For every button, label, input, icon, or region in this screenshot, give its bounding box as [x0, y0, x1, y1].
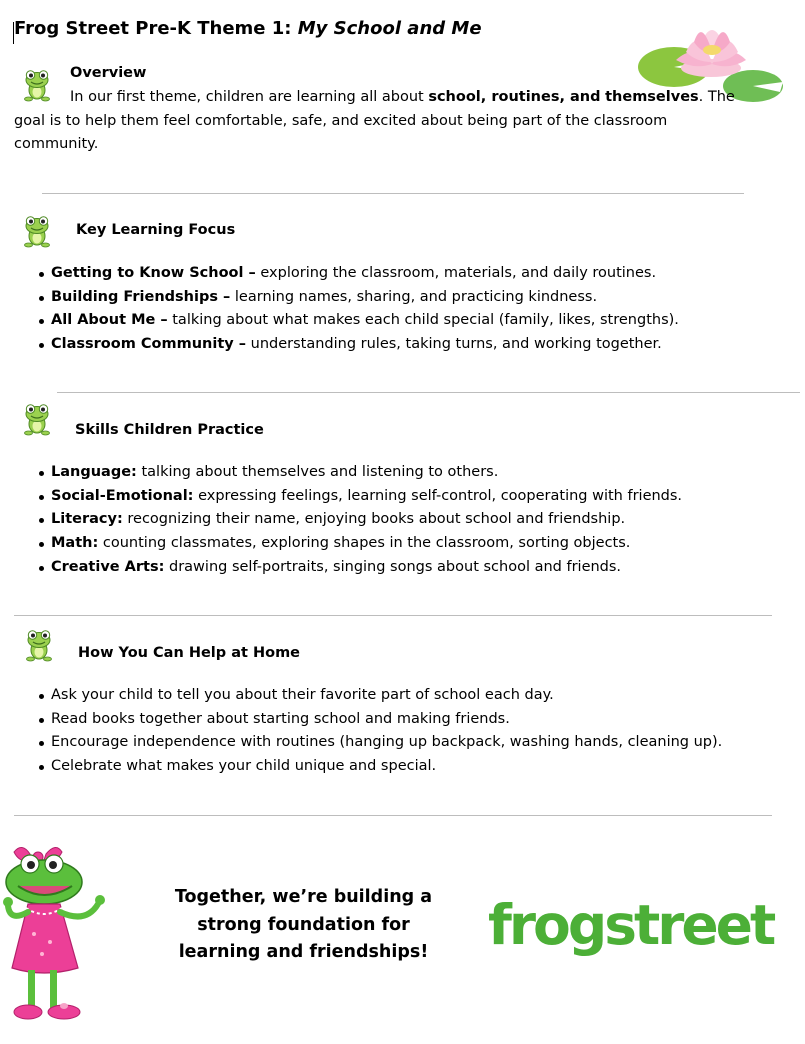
- overview-paragraph: [14, 86, 749, 157]
- list-item: [0, 262, 679, 286]
- key-learning-heading: Key Learning Focus: [76, 222, 236, 238]
- overview-intro: In our first theme, children are learning all about: [70, 89, 429, 105]
- list-item: Ask your child to tell you about their favorite part of school each day.: [0, 684, 722, 708]
- list-item: [0, 485, 682, 509]
- section-divider: [42, 193, 744, 194]
- overview-bold-2: themselves: [605, 89, 699, 105]
- list-item-term: Math:: [51, 535, 99, 552]
- list-item: [0, 461, 682, 485]
- home-help-heading: How You Can Help at Home: [78, 645, 301, 661]
- list-item-desc: learning names, sharing, and practicing kindness.: [230, 288, 598, 305]
- section-divider: [57, 392, 800, 393]
- list-item-term: Creative Arts:: [51, 558, 165, 575]
- skills-heading: Skills Children Practice: [75, 422, 264, 438]
- skills-list: [0, 461, 682, 580]
- list-item: [0, 556, 682, 580]
- home-help-list: [0, 684, 722, 779]
- list-item: Read books together about starting school and making friends.: [0, 708, 722, 732]
- list-item: [0, 508, 682, 532]
- list-item: Encourage independence with routines (hanging up backpack, washing hands, cleaning up).: [0, 731, 722, 755]
- closing-line-2: strong foundation for: [197, 914, 410, 935]
- overview-bold-1: school, routines, and: [428, 89, 601, 105]
- list-item-desc: expressing feelings, learning self-control, cooperating with friends.: [193, 487, 683, 504]
- list-item-desc: recognizing their name, enjoying books about school and friendship.: [122, 511, 626, 528]
- frogstreet-logo: frogstreet: [488, 893, 774, 957]
- page-title-theme: My School and Me: [297, 18, 482, 39]
- closing-line-3: learning and friendships!: [178, 942, 429, 962]
- list-item-desc: exploring the classroom, materials, and daily routines.: [255, 265, 657, 281]
- closing-line-1: Together, we’re building a: [174, 887, 433, 907]
- frog-icon: [22, 214, 52, 248]
- frog-icon: [22, 402, 52, 436]
- list-item: Celebrate what makes your child unique and special.: [0, 755, 722, 779]
- list-item: [0, 333, 679, 357]
- closing-message: [160, 884, 447, 967]
- list-item-desc: talking about what makes each child special (family, likes, strengths).: [167, 312, 679, 329]
- section-divider: [14, 615, 772, 616]
- list-item-term: Literacy:: [51, 511, 123, 528]
- overview-rest: . The goal is to help them feel comfortable, safe, and excited about being part of the classroom community.: [14, 89, 735, 152]
- list-item-term: Getting to Know School –: [51, 265, 256, 281]
- list-item: [0, 532, 682, 556]
- list-item-desc: understanding rules, taking turns, and working together.: [246, 336, 662, 353]
- list-item-term: Building Friendships –: [51, 288, 231, 305]
- list-item-term: Language:: [51, 464, 137, 480]
- list-item: [0, 309, 679, 333]
- section-divider: [14, 815, 772, 816]
- list-item-term: Classroom Community –: [51, 336, 247, 353]
- list-item-term: Social-Emotional:: [51, 487, 194, 504]
- list-item-term: All About Me –: [51, 312, 168, 329]
- key-learning-list: [0, 262, 679, 357]
- list-item-desc: drawing self-portraits, singing songs about school and friends.: [164, 558, 622, 575]
- frog-icon: [24, 628, 54, 662]
- page-title-prefix: Frog Street Pre-K Theme 1:: [14, 18, 298, 39]
- page-title: [14, 18, 482, 39]
- frog-mascot-illustration: [0, 842, 110, 1028]
- overview-heading: Overview: [70, 65, 147, 81]
- list-item-desc: talking about themselves and listening to others.: [136, 464, 499, 480]
- list-item: [0, 286, 679, 310]
- list-item-desc: counting classmates, exploring shapes in the classroom, sorting objects.: [98, 535, 631, 552]
